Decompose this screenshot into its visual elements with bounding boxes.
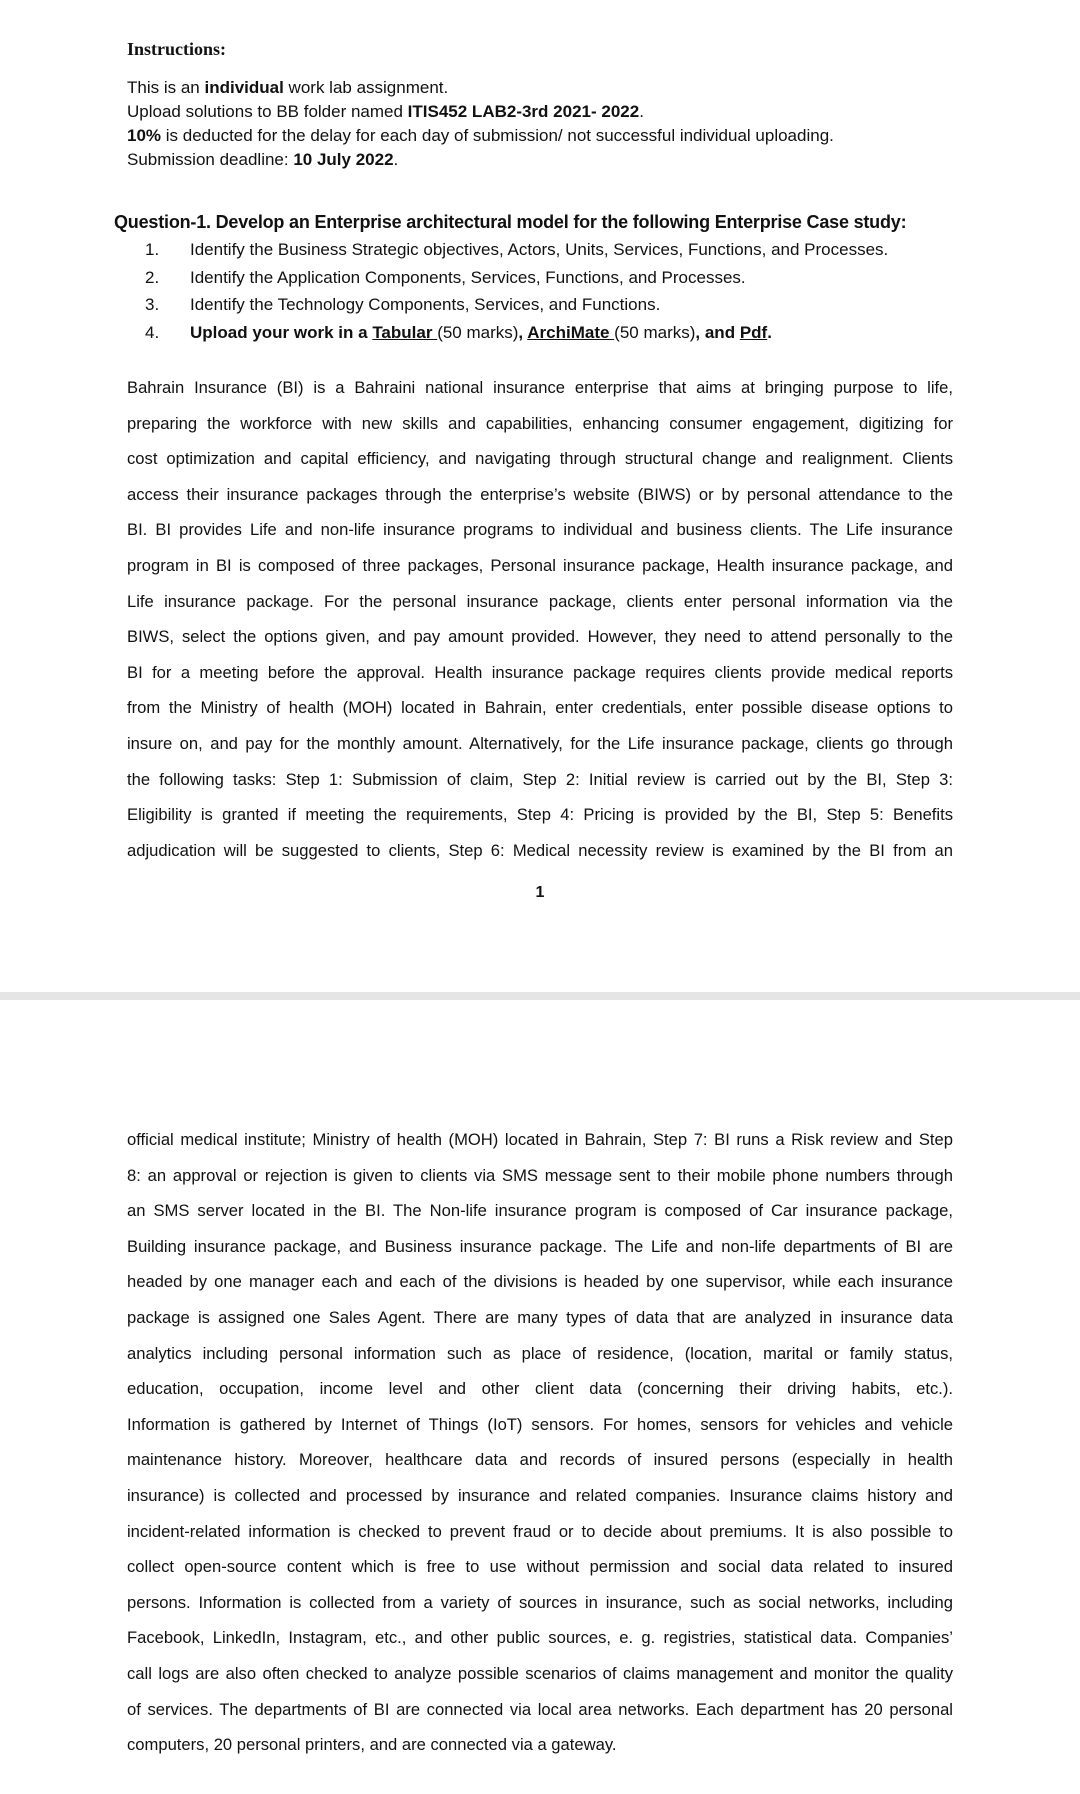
text-line: 8: an approval or rejection is given to clients via SMS message sent to their mobile phone numbers through [127,1165,953,1185]
text-line: BI. BI provides Life and non-life insurance programs to individual and business clients. The Life insurance [127,520,953,540]
archimate-link: ArchiMate [527,322,615,342]
instructions-heading: Instructions: [127,39,227,59]
text-line: BI for a meeting before the approval. Health insurance package requires clients provide medical reports [127,662,953,682]
text-line: an SMS server located in the BI. The Non-life insurance program is composed of Car insurance package, [127,1201,953,1221]
text-line: headed by one manager each and each of the divisions is headed by one supervisor, while each insurance [127,1272,953,1292]
instruction-line: Submission deadline: 10 July 2022. [127,150,399,169]
text-line: persons. Information is collected from a variety of sources in insurance, such as social networks, including [127,1592,953,1612]
text-line: the following tasks: Step 1: Submission of claim, Step 2: Initial review is carried out by the BI, Step 3: [127,769,953,789]
list-item: 3. Identify the Technology Components, Services, and Functions. [145,295,661,314]
text-line: Facebook, LinkedIn, Instagram, etc., and other public sources, e. g. registries, statistical data. Companies’ [127,1628,953,1648]
page-separator [0,992,1080,1000]
instruction-line: This is an individual work lab assignment. [127,78,449,97]
text-line: BIWS, select the options given, and pay amount provided. However, they need to attend personally to the [127,627,953,647]
text-line: of services. The departments of BI are connected via local area networks. Each department has 20 personal [127,1699,953,1719]
tabular-link: Tabular [372,322,438,342]
text-line: preparing the workforce with new skills and capabilities, enhancing consumer engagement, digitizing for [127,413,953,433]
text-line: Eligibility is granted if meeting the requirements, Step 4: Pricing is provided by the BI, Step 5: Benefits [127,805,953,825]
text-line: computers, 20 personal printers, and are connected via a gateway. [127,1735,617,1755]
text-line: adjudication will be suggested to clients, Step 6: Medical necessity review is examined by the BI from an [127,840,953,860]
text-line: Life insurance package. For the personal insurance package, clients enter personal information via the [127,591,953,611]
case-study-paragraph-part2 [127,1122,953,1763]
page-number: 1 [535,884,545,901]
text-line: from the Ministry of health (MOH) located in Bahrain, enter credentials, enter possible disease options to [127,698,953,718]
document-page-2 [0,1000,1080,1794]
text-line: Bahrain Insurance (BI) is a Bahraini national insurance enterprise that aims at bringing purpose to life, [127,378,953,397]
text-line: insure on, and pay for the monthly amount. Alternatively, for the Life insurance package, clients go through [127,733,953,753]
list-item: 4. Upload your work in a Tabular (50 marks), ArchiMate (50 marks), and Pdf. [145,322,772,342]
text-line: analytics including personal information such as place of residence, (location, marital or family status, [127,1343,953,1363]
text-line: Information is gathered by Internet of Things (IoT) sensors. For homes, sensors for vehicles and vehicle [127,1414,953,1434]
text-line: maintenance history. Moreover, healthcare data and records of insured persons (especially in health [127,1450,953,1470]
question-heading: Question-1. Develop an Enterprise architectural model for the following Enterprise Case study: [114,212,907,232]
text-line: incident-related information is checked to prevent fraud or to decide about premiums. It is also possible to [127,1521,953,1541]
text-line: program in BI is composed of three packages, Personal insurance package, Health insurance package, and [127,555,953,575]
list-item: 2. Identify the Application Components, Services, Functions, and Processes. [145,267,746,287]
instructions-list [127,76,834,172]
text-line: call logs are also often checked to analyze possible scenarios of claims management and monitor the quality [127,1663,953,1683]
list-item: 1. Identify the Business Strategic objectives, Actors, Units, Services, Functions, and Processes. [145,240,889,259]
case-study-paragraph-part1 [127,370,953,868]
text-line: collect open-source content which is free to use without permission and social data related to insured [127,1557,953,1577]
text-line: education, occupation, income level and other client data (concerning their driving habits, etc.). [127,1379,953,1399]
text-line: Building insurance package, and Business insurance package. The Life and non-life departments of BI are [127,1236,953,1256]
text-line: access their insurance packages through the enterprise’s website (BIWS) or by personal attendance to the [127,484,953,504]
text-line: cost optimization and capital efficiency, and navigating through structural change and realignment. Clients [127,449,953,469]
instruction-line: Upload solutions to BB folder named ITIS452 LAB2-3rd 2021- 2022. [127,102,644,121]
text-line: insurance) is collected and processed by insurance and related companies. Insurance claims history and [127,1485,953,1505]
text-line: official medical institute; Ministry of health (MOH) located in Bahrain, Step 7: BI runs a Risk review and Step [127,1130,953,1149]
instruction-line: 10% is deducted for the delay for each day of submission/ not successful individual uploading. [127,126,834,145]
text-line: package is assigned one Sales Agent. There are many types of data that are analyzed in insurance data [127,1307,953,1327]
question-task-list [145,236,888,346]
pdf-link: Pdf [739,322,768,342]
